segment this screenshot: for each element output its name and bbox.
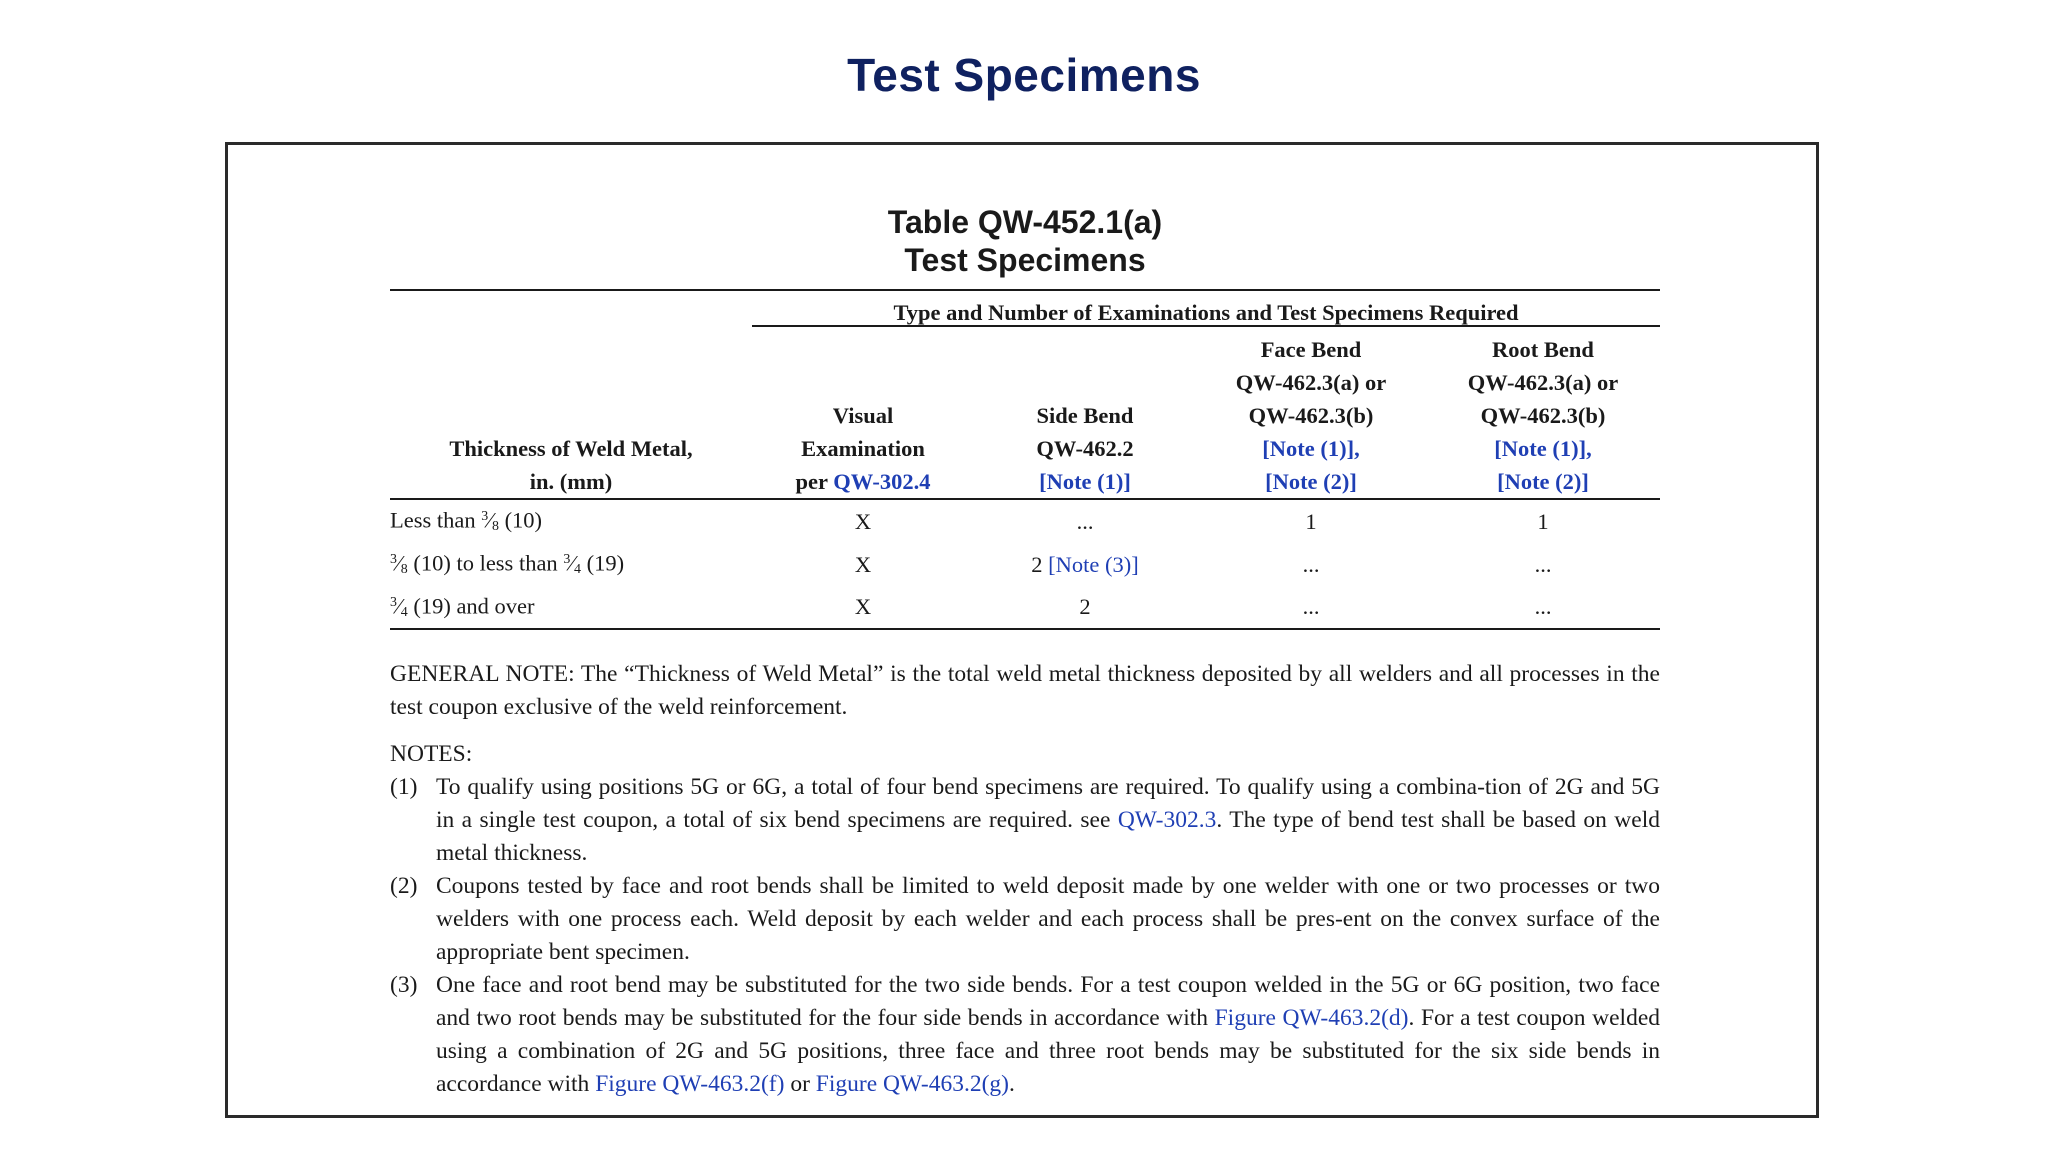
note-2: (2) Coupons tested by face and root bends shall be limited to weld deposit made by one welder with one or two processes or two welders with one process each. Weld deposit by each welder and each process shall be pres-ent on the convex surface of the appropriate bent specimen. [390, 873, 1660, 966]
col-header-face-bend: Face Bend QW-462.3(a) or QW-462.3(b) [Note (1)], [Note (2)] [1196, 326, 1426, 499]
cell-face-bend: ... [1302, 551, 1320, 577]
cell-face-bend: ... [1196, 586, 1426, 630]
cell-visual: X [854, 551, 872, 577]
cell-thickness: $^3$⁄8 (10) to less than $^3$⁄4 (19) [390, 550, 625, 577]
table-row [390, 499, 1660, 543]
cell-root-bend: ... [1426, 586, 1660, 630]
general-note: GENERAL NOTE: The “Thickness of Weld Metal” is the total weld metal thickness deposited by all welders and all processes in the test coupon exclusive of the weld reinforcement. [390, 661, 1660, 721]
table-row [390, 543, 1660, 586]
col-header-root-bend: Root Bend QW-462.3(a) or QW-462.3(b) [Note (1)], [Note (2)] [1426, 326, 1660, 499]
spanning-header: Type and Number of Examinations and Test Specimens Required [752, 291, 1660, 326]
link-note-1[interactable]: [Note (1)], [1262, 436, 1360, 461]
note-1: (1) To qualify using positions 5G or 6G, a total of four bend specimens are required. To qualify using a combina-tion of 2G and 5G in a single test coupon, a total of six bend specimens are required. see QW-302.3. The type of bend test shall be based on weld metal thickness. [390, 774, 1660, 867]
note-3: (3) One face and root bend may be substituted for the two side bends. For a test coupon welded in the 5G or 6G position, two face and two root bends may be substituted for the four side bends in accordance with Figure QW-463.2(d). For a test coupon welded using a combination of 2G and 5G positions, three face and three root bends may be substituted for the six side bends in accordance with Figure QW-463.2(f) or Figure QW-463.2(g). [390, 972, 1660, 1098]
link-note-2[interactable]: [Note (2)] [1497, 469, 1589, 494]
table-title-line1: Table QW-452.1(a) [887, 204, 1163, 240]
table-title [390, 203, 1660, 279]
table-row [390, 586, 1660, 630]
link-note-3[interactable]: [Note (3)] [1048, 551, 1139, 577]
link-figure-qw-463-2d[interactable]: Figure QW-463.2(d) [1214, 1005, 1409, 1032]
cell-root-bend: ... [1534, 551, 1552, 577]
cell-root-bend: 1 [1537, 508, 1549, 534]
table-title-line2: Test Specimens [904, 242, 1146, 278]
cell-visual: X [752, 586, 974, 630]
link-note-1[interactable]: [Note (1)], [1494, 436, 1592, 461]
col-header-visual: Visual Examination per QW-302.4 [752, 326, 974, 499]
cell-visual: X [854, 508, 872, 534]
link-figure-qw-463-2f[interactable]: Figure QW-463.2(f) [595, 1071, 785, 1098]
link-note-2[interactable]: [Note (2)] [1265, 469, 1357, 494]
link-qw-302-4[interactable]: QW-302.4 [833, 469, 931, 494]
cell-side-bend: 2 [Note (3)] [1031, 551, 1139, 577]
document-content [390, 203, 1660, 1101]
document-image [225, 142, 1819, 1118]
cell-thickness: $^3$⁄4 (19) and over [390, 586, 752, 630]
notes-heading: NOTES: [390, 741, 473, 768]
test-specimens-table [390, 289, 1660, 630]
link-figure-qw-463-2g[interactable]: Figure QW-463.2(g) [815, 1071, 1009, 1098]
link-qw-302-3[interactable]: QW-302.3 [1117, 807, 1217, 834]
col-header-side-bend: Side Bend QW-462.2 [Note (1)] [974, 326, 1196, 499]
cell-thickness: Less than $^3$⁄8 (10) [390, 507, 543, 534]
link-note-1[interactable]: [Note (1)] [1039, 469, 1131, 494]
slide-title: Test Specimens [847, 49, 1201, 101]
cell-side-bend: 2 [974, 586, 1196, 630]
notes-section [390, 658, 1660, 1101]
column-header-row [390, 326, 1660, 499]
col-header-thickness: Thickness of Weld Metal, in. (mm) [390, 326, 752, 499]
cell-face-bend: 1 [1305, 508, 1317, 534]
cell-side-bend: ... [1076, 508, 1094, 534]
